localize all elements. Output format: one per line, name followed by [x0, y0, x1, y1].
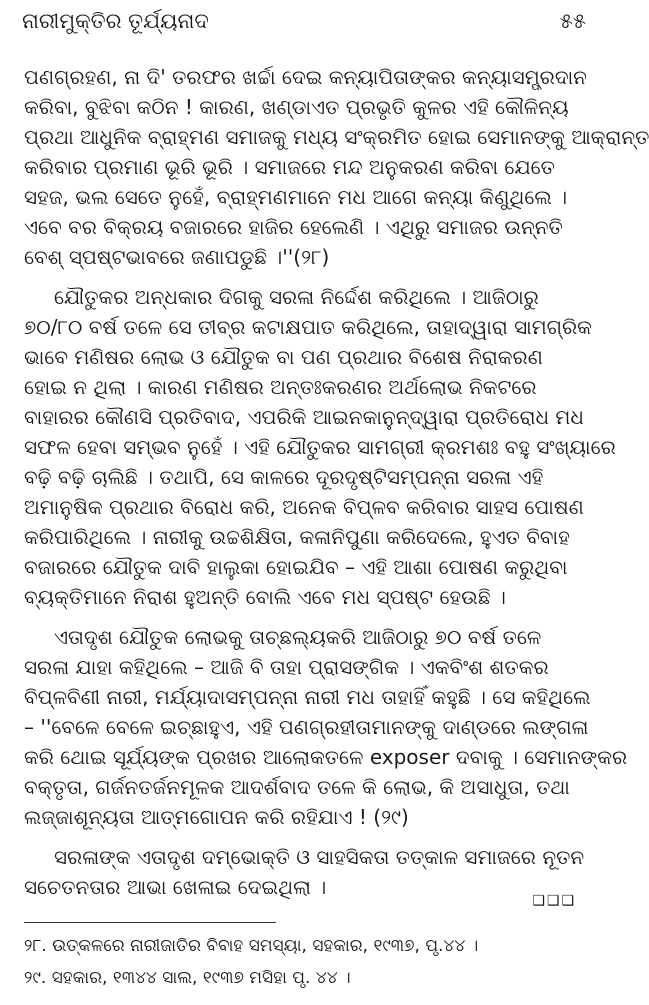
text-line: ପଣଗ୍ରହଣ, ନା ଦି' ତରଫର ଖର୍ଚ୍ଚା ଦେଇ କନ୍ୟାପିତାଙ୍କର କନ୍ୟାସମ୍ପ୍ରଦାନ — [24, 65, 587, 89]
text-line: ଏତାଦୃଶ ଯୌତୁକ ଲୋଭକୁ ତାଚ୍ଛଲ୍ୟକରି ଆଜିଠାରୁ ୭୦ ବର୍ଷ ତଳେ — [54, 625, 542, 649]
text-line: ସଫଳ ହେବା ସମ୍ଭବ ନୁହେଁ । ଏହି ଯୌତୁକର ସାମଗ୍ରୀ କ୍ରମଶଃ ବହୁ ସଂଖ୍ୟାରେ — [24, 435, 616, 459]
text-line: ଭାବେ ମଣିଷର ଲୋଭ ଓ ଯୌତୁକ ବା ପଣ ପ୍ରଥାର ବିଶେଷ ନିରାକରଣ — [24, 345, 543, 369]
text-line: କରିବାର ପ୍ରମାଣ ଭୂରି ଭୂରି । ସମାଜରେ ମନ୍ଦ ଅନୁକରଣ କରିବା ଯେତେ — [24, 155, 555, 179]
footnote-divider — [24, 922, 276, 923]
text-line: ସହଜ, ଭଲ ସେତେ ନୁହେଁ, ବ୍ରାହ୍ମଣମାନେ ମଧ ଆଗେ କନ୍ୟା କିଣୁଥିଲେ । — [24, 185, 568, 209]
footnote-28: ୨୮. ଉତ୍କଳରେ ନାରୀଜାତିର ବିବାହ ସମସ୍ୟା, ସହକାର, ୧୯୩୭, ପୃ.୪୪ । — [24, 936, 479, 956]
text-line: କରିପାରିଥିଲେ । ନାରୀକୁ ଉଚ୍ଚଶିକ୍ଷିତା, କଳାନିପୁଣା କରିଦେଲେ, ହୁଏତ ବିବାହ — [24, 525, 570, 549]
text-line: ବେଶ୍ ସ୍ପଷ୍ଟଭାବରେ ଜଣାପଡୁଛି ।''(୨୮) — [24, 245, 330, 269]
text-line: – ''ବେଳେ ବେଳେ ଇଚ୍ଛାହୁଏ, ଏହି ପଣଗ୍ରହୀତାମାନଙ୍କୁ ଦାଣ୍ଡରେ ଲଙ୍ଗଳା — [24, 715, 589, 739]
text-line: ବଢ଼ି ବଢ଼ି ଚାଲିଛି । ତଥାପି, ସେ କାଳରେ ଦୂରଦୃଷ୍ଟିସମ୍ପନ୍ନା ସରଳା ଏହି — [24, 465, 544, 489]
text-line: ଅମାନୁଷିକ ପ୍ରଥାର ବିରୋଧ କରି, ଅନେକ ବିପ୍ଳବ କରିବାର ସାହସ ପୋଷଣ — [24, 495, 584, 519]
text-line: ଯୌତୁକର ଅନ୍ଧକାର ଦିଗକୁ ସରଳା ନିର୍ଦ୍ଦେଶ କରିଥିଲେ । ଆଜିଠାରୁ — [54, 285, 539, 309]
text-line: ସଚେତନତାର ଆଭା ଖେଳାଇ ଦେଇଥିଲା । — [24, 875, 327, 899]
text-line: ବାହାରର କୌଣସି ପ୍ରତିବାଦ, ଏପରିକି ଆଇନକାନୁନ୍‌ଦ୍ୱାରା ପ୍ରତିରୋଧ ମଧ — [24, 405, 584, 429]
footnotes — [24, 930, 580, 994]
footnote-29: ୨୯. ସହକାର, ୧୩୪୪ ସାଲ, ୧୯୩୭ ମସିହା ପୃ. ୪୪ । — [24, 968, 351, 988]
text-line: ଲଜ୍ଜାଶୂନ୍ୟତା ଆତ୍ମଗୋପନ କରି ରହିଯାଏ ! (୨୯) — [24, 805, 409, 829]
text-line: ସରଳାଙ୍କ ଏତାଦୃଶ ଦମ୍ଭୋକ୍ତି ଓ ସାହସିକତା ତତ୍କାଳ ସମାଜରେ ନୂତନ — [54, 845, 585, 869]
text-line: କରି ଥୋଇ ସୂର୍ଯ୍ୟଙ୍କ ପ୍ରଖର ଆଲୋକତଳେ exposer ଦବାକୁ । ସେମାନଙ୍କର — [24, 745, 628, 769]
text-line: ବ୍ୟକ୍ତିମାନେ ନିରାଶ ହୁଅନ୍ତି ବୋଲି ଏବେ ମଧ ସ୍ପଷ୍ଟ ହେଉଛି । — [24, 585, 506, 609]
text-line: ବଜାରରେ ଯୌତୁକ ଦାବି ହାଲୁକା ହୋଇଯିବ – ଏହି ଆଶା ପୋଷଣ କରୁଥିବା — [24, 555, 568, 579]
running-head: ନାରୀମୁକ୍ତିର ତୂର୍ଯ୍ୟନାଦ — [22, 9, 209, 33]
body-text — [24, 62, 649, 912]
page-number: ୫୫ — [559, 9, 586, 33]
text-line: ପ୍ରଥା ଆଧୁନିକ ବ୍ରାହ୍ମଣ ସମାଜକୁ ମଧ୍ୟ ସଂକ୍ରମିତ ହୋଇ ସେମାନଙ୍କୁ ଆକ୍ରାନ୍ତ — [24, 125, 649, 149]
text-line: ବକ୍ତୃତା, ଗର୍ଜନତର୍ଜନମୂଳକ ଆଦର୍ଶବାଦ ତଳେ କି ଲୋଭ, କି ଅସାଧୁତା, ତଥା — [24, 775, 570, 799]
text-line: କରିବା, ବୁଝିବା କଠିନ ! କାରଣ, ଖଣ୍ଡାଏତ ପ୍ରଭୃତି କୁଳର ଏହି କୌଳିନ୍ୟ — [24, 95, 569, 119]
paragraph-3 — [24, 622, 628, 832]
text-line: ଏବେ ବର ବିକ୍ରୟ ବଜାରରେ ହାଜିର ହେଲେଣି । ଏଥିରୁ ସମାଜର ଉନ୍ନତି — [24, 215, 563, 239]
text-line: ସରଳା ଯାହା କହିଥିଲେ – ଆଜି ବି ତାହା ପ୍ରାସଙ୍ଗିକ । ଏକବିଂଶ ଶତକର — [24, 655, 549, 679]
paragraph-4 — [24, 842, 585, 902]
section-end-ornament: ❑❑❑ — [532, 893, 576, 909]
text-line: ୭୦/୮୦ ବର୍ଷ ତଳେ ସେ ତୀବ୍ର କଟାକ୍ଷପାତ କରିଥିଲେ, ତାହାଦ୍ୱାରା ସାମଗ୍ରିକ — [24, 315, 592, 339]
text-line: ବିପ୍ଳବିଣୀ ନାରୀ, ମର୍ଯ୍ୟାଦାସମ୍ପନ୍ନା ନାରୀ ମଧ ତାହାହିଁ କହୁଛି । ସେ କହିଥିଲେ — [24, 685, 591, 709]
paragraph-1 — [24, 62, 649, 272]
text-line: ହୋଇ ନ ଥିଲା । କାରଣ ମଣିଷର ଅନ୍ତଃକରଣର ଅର୍ଥଲୋଭ ନିକଟରେ — [24, 375, 537, 399]
paragraph-2 — [24, 282, 616, 612]
